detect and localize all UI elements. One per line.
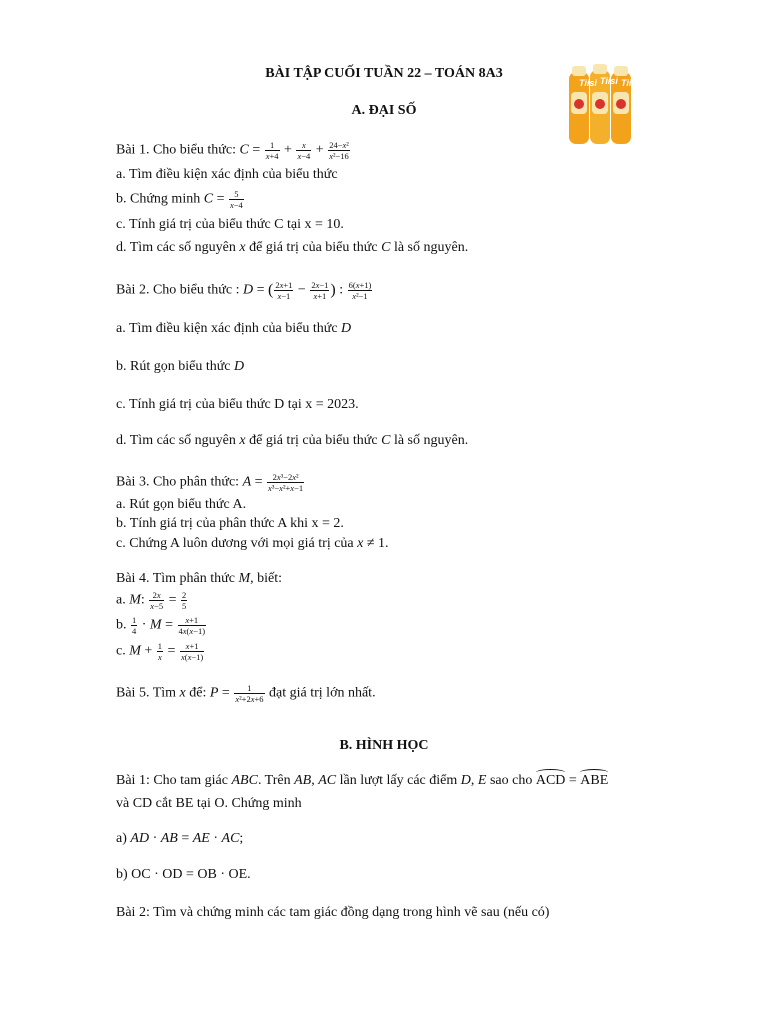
document-title: BÀI TẬP CUỐI TUẦN 22 – TOÁN 8A3	[265, 66, 503, 81]
bai2-part-a: a. Tìm điều kiện xác định của biểu thức D	[116, 321, 352, 336]
bai1-part-d: d. Tìm các số nguyên x để giá trị của biểu thức C là số nguyên.	[116, 240, 469, 255]
bai4-statement: Bài 4. Tìm phân thức M, biết:	[116, 571, 282, 586]
section-geometry-heading: B. HÌNH HỌC	[339, 738, 429, 753]
hh1-part-b: b) OC · OD = OB · OE.	[116, 867, 251, 882]
bai4-part-a: a. M: $\frac{2x}{x-5}$ = $\frac{2}{5}$	[116, 590, 187, 611]
svg-text:Tiisi: Tiisi	[621, 78, 639, 88]
hh1-statement-line2: và CD cắt BE tại O. Chứng minh	[116, 796, 302, 811]
svg-text:Tiisi: Tiisi	[579, 78, 597, 88]
bai3-part-c: c. Chứng A luôn dương với mọi giá trị của x ≠ 1.	[116, 536, 389, 551]
hh2-statement: Bài 2: Tìm và chứng minh các tam giác đồng dạng trong hình vẽ sau (nếu có)	[116, 905, 550, 920]
bai1-statement: Bài 1. Cho biểu thức: C = $\frac{1}{x+4}$ + $\frac{x}{x-4}$ + $\frac{\text{24−x²}}{\text{x²−16}}$	[116, 140, 349, 161]
bai2-part-c: c. Tính giá trị của biểu thức D tại x = 2023.	[116, 397, 359, 412]
bai3-statement: Bài 3. Cho phân thức: A = $\frac{\text{2x³−2x²}}{\text{x³−x²+x−1}}$	[116, 472, 304, 493]
bai2-statement: Bài 2. Cho biểu thức : D = ( $\frac{2x+1}{x-1}$ − $\frac{2x-1}{x+1}$ ) : $\frac{6(x+1)}{\text{x²−1}}$	[116, 280, 372, 301]
hh1-statement: Bài 1: Cho tam giác ABC. Trên AB, AC lần lượt lấy các điểm D, E sao cho ACD = ABE	[116, 773, 609, 788]
bai3-part-a: a. Rút gọn biểu thức A.	[116, 497, 247, 512]
bai4-part-b: b. $\frac{1}{4}$ · M = $\frac{x+1}{4x(x-1)}$	[116, 615, 206, 636]
hh1-part-a: a) AD · AB = AE · AC;	[116, 831, 244, 846]
bai2-part-b: b. Rút gọn biểu thức D	[116, 359, 245, 374]
bai3-part-b: b. Tính giá trị của phân thức A khi x = 2.	[116, 516, 344, 531]
bai4-part-c: c. M + $\frac{1}{x}$ = $\frac{x+1}{x(x-1)}$	[116, 641, 204, 662]
svg-text:Tiisi: Tiisi	[600, 76, 618, 86]
bai2-part-d: d. Tìm các số nguyên x để giá trị của biểu thức C là số nguyên.	[116, 433, 469, 448]
yogurt-bottles-image	[565, 62, 639, 150]
bai1-part-b: b. Chứng minh C = $\frac{5}{x-4}$	[116, 189, 243, 210]
section-algebra-heading: A. ĐẠI SỐ	[351, 103, 417, 118]
bai1-part-a: a. Tìm điều kiện xác định của biểu thức	[116, 167, 338, 182]
bai5-statement: Bài 5. Tìm x để: P = $\frac{1}{\text{x²+2x+6}}$ đạt giá trị lớn nhất.	[116, 683, 376, 704]
bai1-part-c: c. Tính giá trị của biểu thức C tại x = 10.	[116, 217, 344, 232]
